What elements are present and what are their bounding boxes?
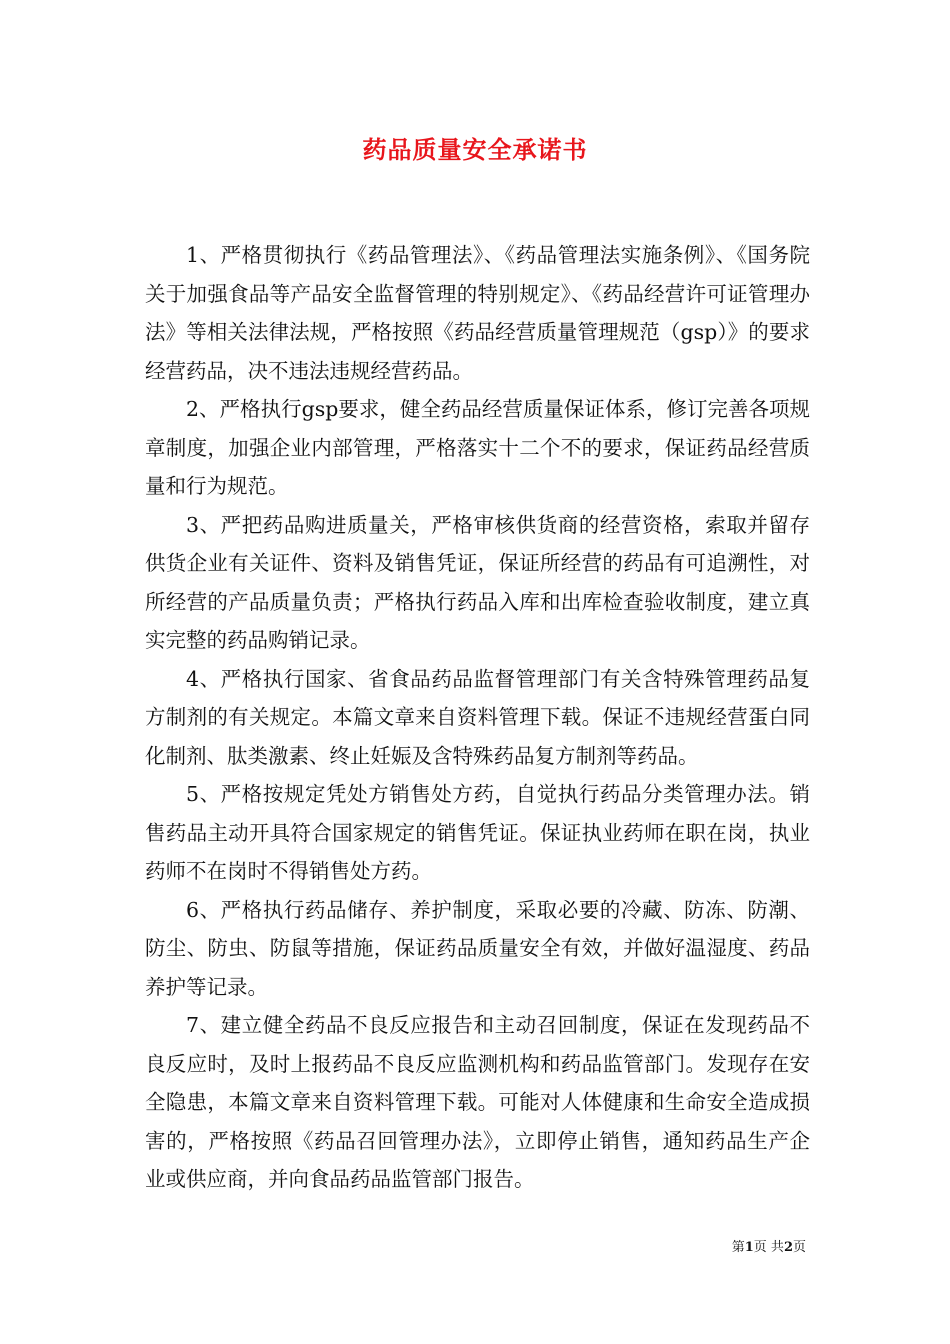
- paragraph-7: 7、建立健全药品不良反应报告和主动召回制度，保证在发现药品不良反应时，及时上报药品不良反应监测机构和药品监管部门。发现存在安全隐患，本篇文章来自资料管理下载。可能对人体健康和生命安全造成损害的，严格按照《药品召回管理办法》，立即停止销售，通知药品生产企业或供应商，并向食品药品监管部门报告。: [145, 1013, 810, 1191]
- footer-middle: 页 共: [753, 1240, 784, 1255]
- paragraph-6: 6、严格执行药品储存、养护制度，采取必要的冷藏、防冻、防潮、防尘、防虫、防鼠等措施，保证药品质量安全有效，并做好温湿度、药品养护等记录。: [145, 897, 810, 999]
- paragraph-2: 2、严格执行gsp要求，健全药品经营质量保证体系，修订完善各项规章制度，加强企业内部管理，严格落实十二个不的要求，保证药品经营质量和行为规范。: [145, 397, 810, 498]
- paragraph-5: 5、严格按规定凭处方销售处方药，自觉执行药品分类管理办法。销售药品主动开具符合国家规定的销售凭证。保证执业药师在职在岗，执业药师不在岗时不得销售处方药。: [145, 782, 810, 883]
- total-page-number: 2: [783, 1240, 793, 1255]
- document-body: [145, 236, 810, 1199]
- current-page-number: 1: [744, 1240, 754, 1255]
- page-number-footer: [0, 1238, 806, 1258]
- paragraph-1: 1、严格贯彻执行《药品管理法》、《药品管理法实施条例》、《国务院关于加强食品等产品安全监督管理的特别规定》、《药品经营许可证管理办法》等相关法律法规，严格按照《药品经营质量管理规范（gsp）》的要求经营药品，决不违法违规经营药品。: [145, 243, 810, 383]
- paragraph-3: 3、严把药品购进质量关，严格审核供货商的经营资格，索取并留存供货企业有关证件、资料及销售凭证，保证所经营的药品有可追溯性，对所经营的产品质量负责；严格执行药品入库和出库检查验收制度，建立真实完整的药品购销记录。: [145, 512, 810, 652]
- footer-suffix: 页: [792, 1240, 806, 1255]
- document-title: 药品质量安全承诺书: [362, 135, 588, 164]
- paragraph-4: 4、严格执行国家、省食品药品监督管理部门有关含特殊管理药品复方制剂的有关规定。本篇文章来自资料管理下载。保证不违规经营蛋白同化制剂、肽类激素、终止妊娠及含特殊药品复方制剂等药品。: [145, 666, 810, 768]
- footer-prefix: 第: [731, 1240, 745, 1255]
